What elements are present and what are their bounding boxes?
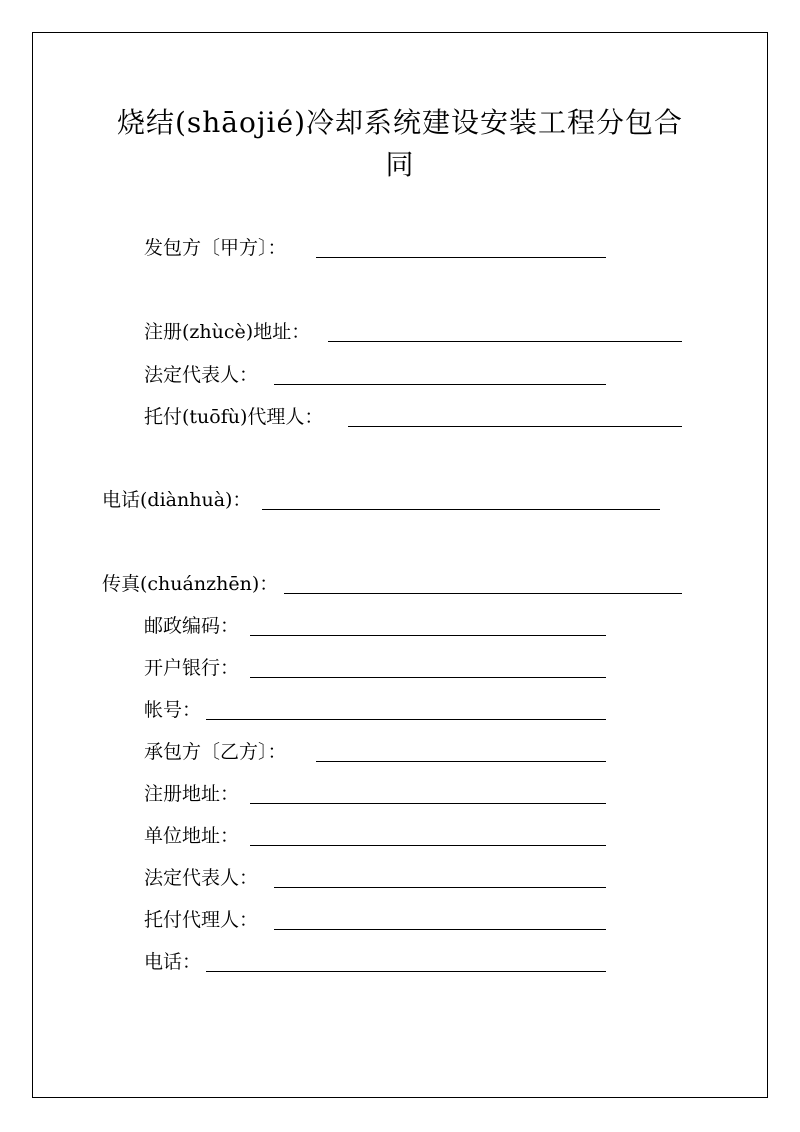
field-label: 托付(tuōfù)代理人： xyxy=(144,406,324,428)
field-legal-representative-1 xyxy=(144,361,608,389)
page-frame xyxy=(32,32,768,1098)
field-authorized-agent-pinyin xyxy=(144,403,684,431)
fill-in-line[interactable] xyxy=(316,257,606,258)
field-authorized-agent xyxy=(144,906,608,934)
field-label: 电话(diànhuà)： xyxy=(102,489,252,511)
document-title xyxy=(60,102,740,186)
field-label: 法定代表人： xyxy=(144,867,259,889)
fill-in-line[interactable] xyxy=(206,719,606,720)
field-phone xyxy=(144,948,608,976)
field-label: 注册地址： xyxy=(144,783,240,805)
field-account-number xyxy=(144,696,608,724)
title-line-1: 烧结(shāojié)冷却系统建设安装工程分包合 xyxy=(116,106,683,139)
fill-in-line[interactable] xyxy=(348,426,682,427)
field-label: 电话： xyxy=(144,951,202,973)
fill-in-line[interactable] xyxy=(250,803,606,804)
fill-in-line[interactable] xyxy=(274,887,606,888)
fill-in-line[interactable] xyxy=(284,593,682,594)
field-label: 注册(zhùcè)地址： xyxy=(144,321,311,343)
field-postal-code xyxy=(144,612,608,640)
field-legal-representative-2 xyxy=(144,864,608,892)
fill-in-line[interactable] xyxy=(250,677,606,678)
fill-in-line[interactable] xyxy=(250,635,606,636)
fill-in-line[interactable] xyxy=(250,845,606,846)
field-label: 托付代理人： xyxy=(144,909,259,931)
field-label: 单位地址： xyxy=(144,825,240,847)
fill-in-line[interactable] xyxy=(262,509,660,510)
field-label: 邮政编码： xyxy=(144,615,240,637)
field-registered-address xyxy=(144,780,608,808)
field-label: 帐号： xyxy=(144,699,202,721)
field-label: 承包方〔乙方〕： xyxy=(144,741,287,763)
field-unit-address xyxy=(144,822,608,850)
fill-in-line[interactable] xyxy=(328,341,682,342)
field-registered-address-pinyin xyxy=(144,318,684,346)
fill-in-line[interactable] xyxy=(316,761,606,762)
field-fax-pinyin xyxy=(102,570,684,598)
fill-in-line[interactable] xyxy=(274,929,606,930)
field-phone-pinyin xyxy=(102,486,662,514)
field-label: 发包方〔甲方〕： xyxy=(144,237,287,259)
field-bank xyxy=(144,654,608,682)
field-label: 法定代表人： xyxy=(144,364,259,386)
field-label: 传真(chuánzhēn)： xyxy=(102,573,279,595)
field-employer xyxy=(144,234,608,262)
field-label: 开户银行： xyxy=(144,657,240,679)
field-contractor xyxy=(144,738,608,766)
fill-in-line[interactable] xyxy=(206,971,606,972)
title-line-2: 同 xyxy=(385,148,415,181)
fill-in-line[interactable] xyxy=(274,384,606,385)
